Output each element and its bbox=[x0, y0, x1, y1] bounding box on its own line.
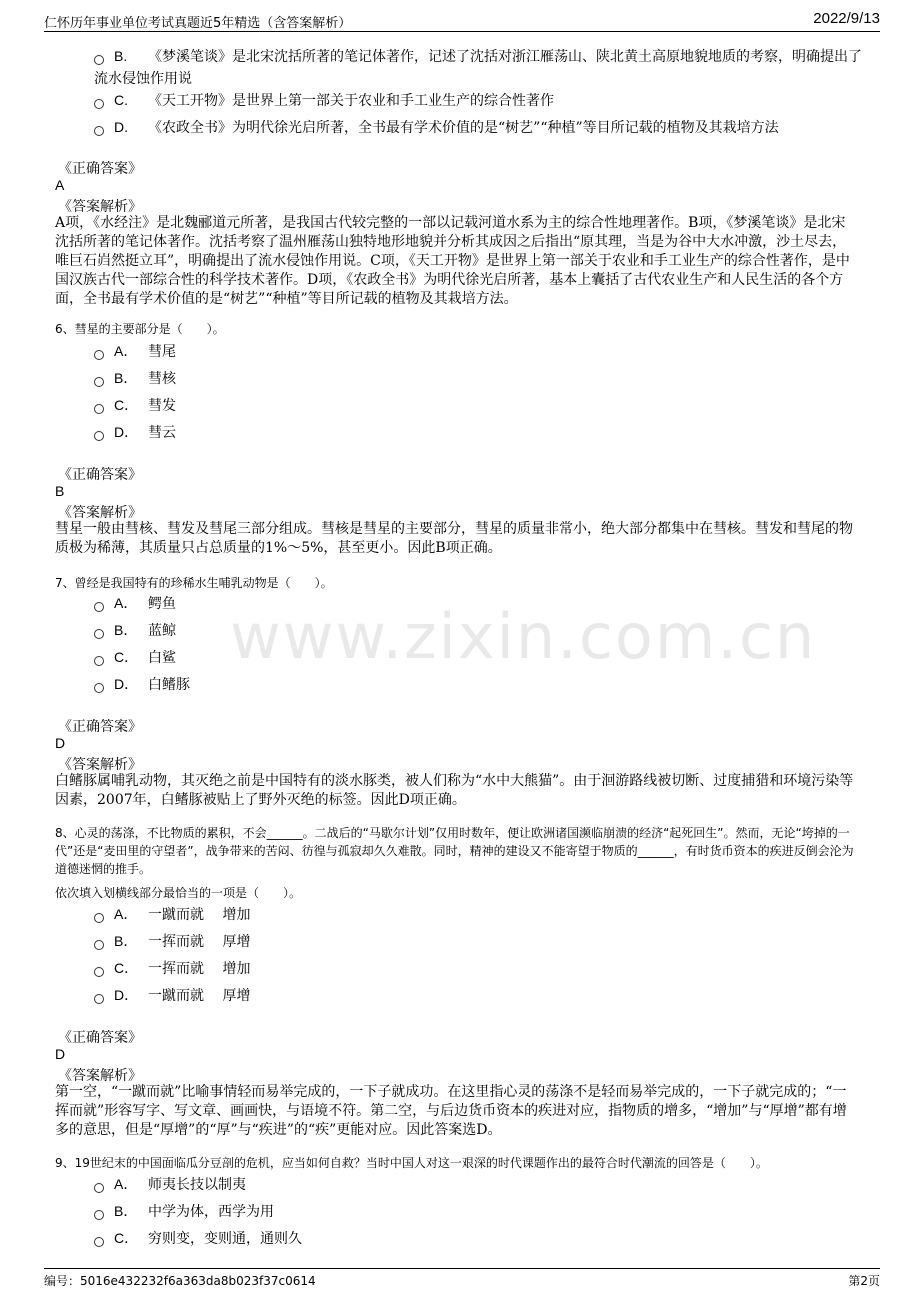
radio-icon[interactable] bbox=[94, 404, 104, 414]
q7-analysis: 白鳍豚属哺乳动物，其灭绝之前是中国特有的淡水豚类，被人们称为“水中大熊猫”。由于洄游路线被切断、过度捕猎和环境污染等因素，2007年，白鳍豚被贴上了野外灭绝的标签。因此D项正确。 bbox=[55, 773, 854, 808]
q9-option-c[interactable]: C． 穷则变，变则通，通则久 bbox=[94, 1227, 302, 1250]
watermark: www.zixin.com.cn bbox=[230, 600, 817, 673]
radio-icon[interactable] bbox=[94, 967, 104, 977]
q6-option-b[interactable]: B． 彗核 bbox=[94, 367, 176, 390]
q7-answer: D bbox=[55, 735, 66, 751]
radio-icon[interactable] bbox=[94, 683, 104, 693]
q5-option-d[interactable]: D. 《农政全书》为明代徐光启所著，全书最有学术价值的是“树艺”“种植”等目所记载的植物及其栽培方法 bbox=[94, 116, 779, 139]
q9-option-b[interactable]: B． 中学为体，西学为用 bbox=[94, 1200, 274, 1223]
analysis-label: 《答案解析》 bbox=[58, 505, 142, 521]
q8-option-d[interactable]: D． 一蹴而就 厚增 bbox=[94, 984, 250, 1007]
q7-option-a[interactable]: A． 鳄鱼 bbox=[94, 592, 176, 615]
q6-option-d[interactable]: D． 彗云 bbox=[94, 421, 176, 444]
q5-analysis: A项，《水经注》是北魏郦道元所著，是我国古代较完整的一部以记载河道水系为主的综合性地理著作。B项，《梦溪笔谈》是北宋沈括所著的笔记体著作。沈括考察了温州雁荡山独特地形地貌并分析其成因之后指出“原其理，当是为谷中大水冲激，沙土尽去，唯巨石岿然挺立耳”，明确提出了流水侵蚀作用说。C项，《天工开物》是世界上第一部关于农业和手工业生产的综合性著作，是中国汉族古代一部综合性的科学技术著作。D项，《农政全书》为明代徐光启所著，基本上囊括了古代农业生产和人民生活的各个方面，全书最有学术价值的是“树艺”“种植”等目所记载的植物及其栽培方法。 bbox=[55, 215, 850, 307]
header-date: 2022/9/13 bbox=[813, 10, 880, 27]
radio-icon[interactable] bbox=[94, 940, 104, 950]
correct-answer-label: 《正确答案》 bbox=[58, 1030, 142, 1046]
radio-icon[interactable] bbox=[94, 1210, 104, 1220]
radio-icon[interactable] bbox=[94, 629, 104, 639]
radio-icon[interactable] bbox=[94, 1237, 104, 1247]
document-code: 编号：5016e432232f6a363da8b023f37c0614 bbox=[44, 1274, 316, 1288]
correct-answer-label: 《正确答案》 bbox=[58, 161, 142, 177]
q8-analysis: 第一空，“一蹴而就”比喻事情轻而易举完成的，一下子就成功。在这里指心灵的荡涤不是轻而易举完成的，一下子就完成的；“一挥而就”形容写字、写文章、画画快，与语境不符。第二空，与后边货币资本的疾进对应，指物质的增多，“增加”与“厚增”都有增多的意思，但是“厚增”的“厚”与“疾进”的“疾”更能对应。因此答案选D。 bbox=[55, 1084, 847, 1138]
q7-question: 7、曾经是我国特有的珍稀水生哺乳动物是（ ）。 bbox=[55, 576, 333, 590]
q5-option-c[interactable]: C. 《天工开物》是世界上第一部关于农业和手工业生产的综合性著作 bbox=[94, 89, 554, 112]
q8-option-c[interactable]: C． 一挥而就 增加 bbox=[94, 957, 250, 980]
analysis-label: 《答案解析》 bbox=[58, 757, 142, 773]
radio-icon[interactable] bbox=[94, 350, 104, 360]
analysis-label: 《答案解析》 bbox=[58, 199, 142, 215]
radio-icon[interactable] bbox=[94, 431, 104, 441]
q8-question: 8、心灵的荡涤，不比物质的累积，不会______。二战后的“马歇尔计划”仅用时数年，便让欧洲诸国濒临崩溃的经济“起死回生”。然而，无论“垮掉的一代”还是“麦田里的守望者”，战争带来的苦闷、彷徨与孤寂却久久难散。同时，精神的建设又不能寄望于物质的______，有时货币资本的疾进反倒会沦为道德迷惘的推手。 bbox=[55, 826, 854, 876]
correct-answer-label: 《正确答案》 bbox=[58, 719, 142, 735]
q6-question: 6、彗星的主要部分是（ ）。 bbox=[55, 322, 225, 336]
q7-option-b[interactable]: B． 蓝鲸 bbox=[94, 619, 176, 642]
q8-answer: D bbox=[55, 1046, 66, 1062]
q9-option-a[interactable]: A． 师夷长技以制夷 bbox=[94, 1173, 246, 1196]
radio-icon[interactable] bbox=[94, 55, 104, 65]
radio-icon[interactable] bbox=[94, 126, 104, 136]
q6-option-a[interactable]: A． 彗尾 bbox=[94, 340, 176, 363]
q8-option-b[interactable]: B． 一挥而就 厚增 bbox=[94, 930, 250, 953]
radio-icon[interactable] bbox=[94, 656, 104, 666]
radio-icon[interactable] bbox=[94, 602, 104, 612]
page-number: 第2页 bbox=[848, 1274, 880, 1288]
q8-option-a[interactable]: A． 一蹴而就 增加 bbox=[94, 903, 250, 926]
q8-prompt: 依次填入划横线部分最恰当的一项是（ ）。 bbox=[55, 886, 302, 900]
q7-option-d[interactable]: D． 白鳍豚 bbox=[94, 673, 190, 696]
q9-question: 9、19世纪末的中国面临瓜分豆剖的危机，应当如何自救？当时中国人对这一艰深的时代课题作出的最符合时代潮流的回答是（ ）。 bbox=[55, 1156, 768, 1170]
document-title: 仁怀历年事业单位考试真题近5年精选（含答案解析） bbox=[44, 16, 352, 31]
q6-answer: B bbox=[55, 483, 65, 499]
radio-icon[interactable] bbox=[94, 1183, 104, 1193]
radio-icon[interactable] bbox=[94, 377, 104, 387]
analysis-label: 《答案解析》 bbox=[58, 1068, 142, 1084]
q5-option-b[interactable]: B. 《梦溪笔谈》是北宋沈括所著的笔记体著作，记述了沈括对浙江雁荡山、陕北黄土高原地貌地质的考察，明确提出了流水侵蚀作用说 bbox=[94, 48, 862, 87]
radio-icon[interactable] bbox=[94, 99, 104, 109]
radio-icon[interactable] bbox=[94, 913, 104, 923]
q5-answer: A bbox=[55, 177, 65, 193]
q6-option-c[interactable]: C． 彗发 bbox=[94, 394, 176, 417]
correct-answer-label: 《正确答案》 bbox=[58, 467, 142, 483]
q7-option-c[interactable]: C． 白鲨 bbox=[94, 646, 176, 669]
radio-icon[interactable] bbox=[94, 994, 104, 1004]
q6-analysis: 彗星一般由彗核、彗发及彗尾三部分组成。彗核是彗星的主要部分，彗星的质量非常小，绝大部分都集中在彗核。彗发和彗尾的物质极为稀薄，其质量只占总质量的1%～5%，甚至更小。因此B项正确。 bbox=[55, 521, 853, 556]
